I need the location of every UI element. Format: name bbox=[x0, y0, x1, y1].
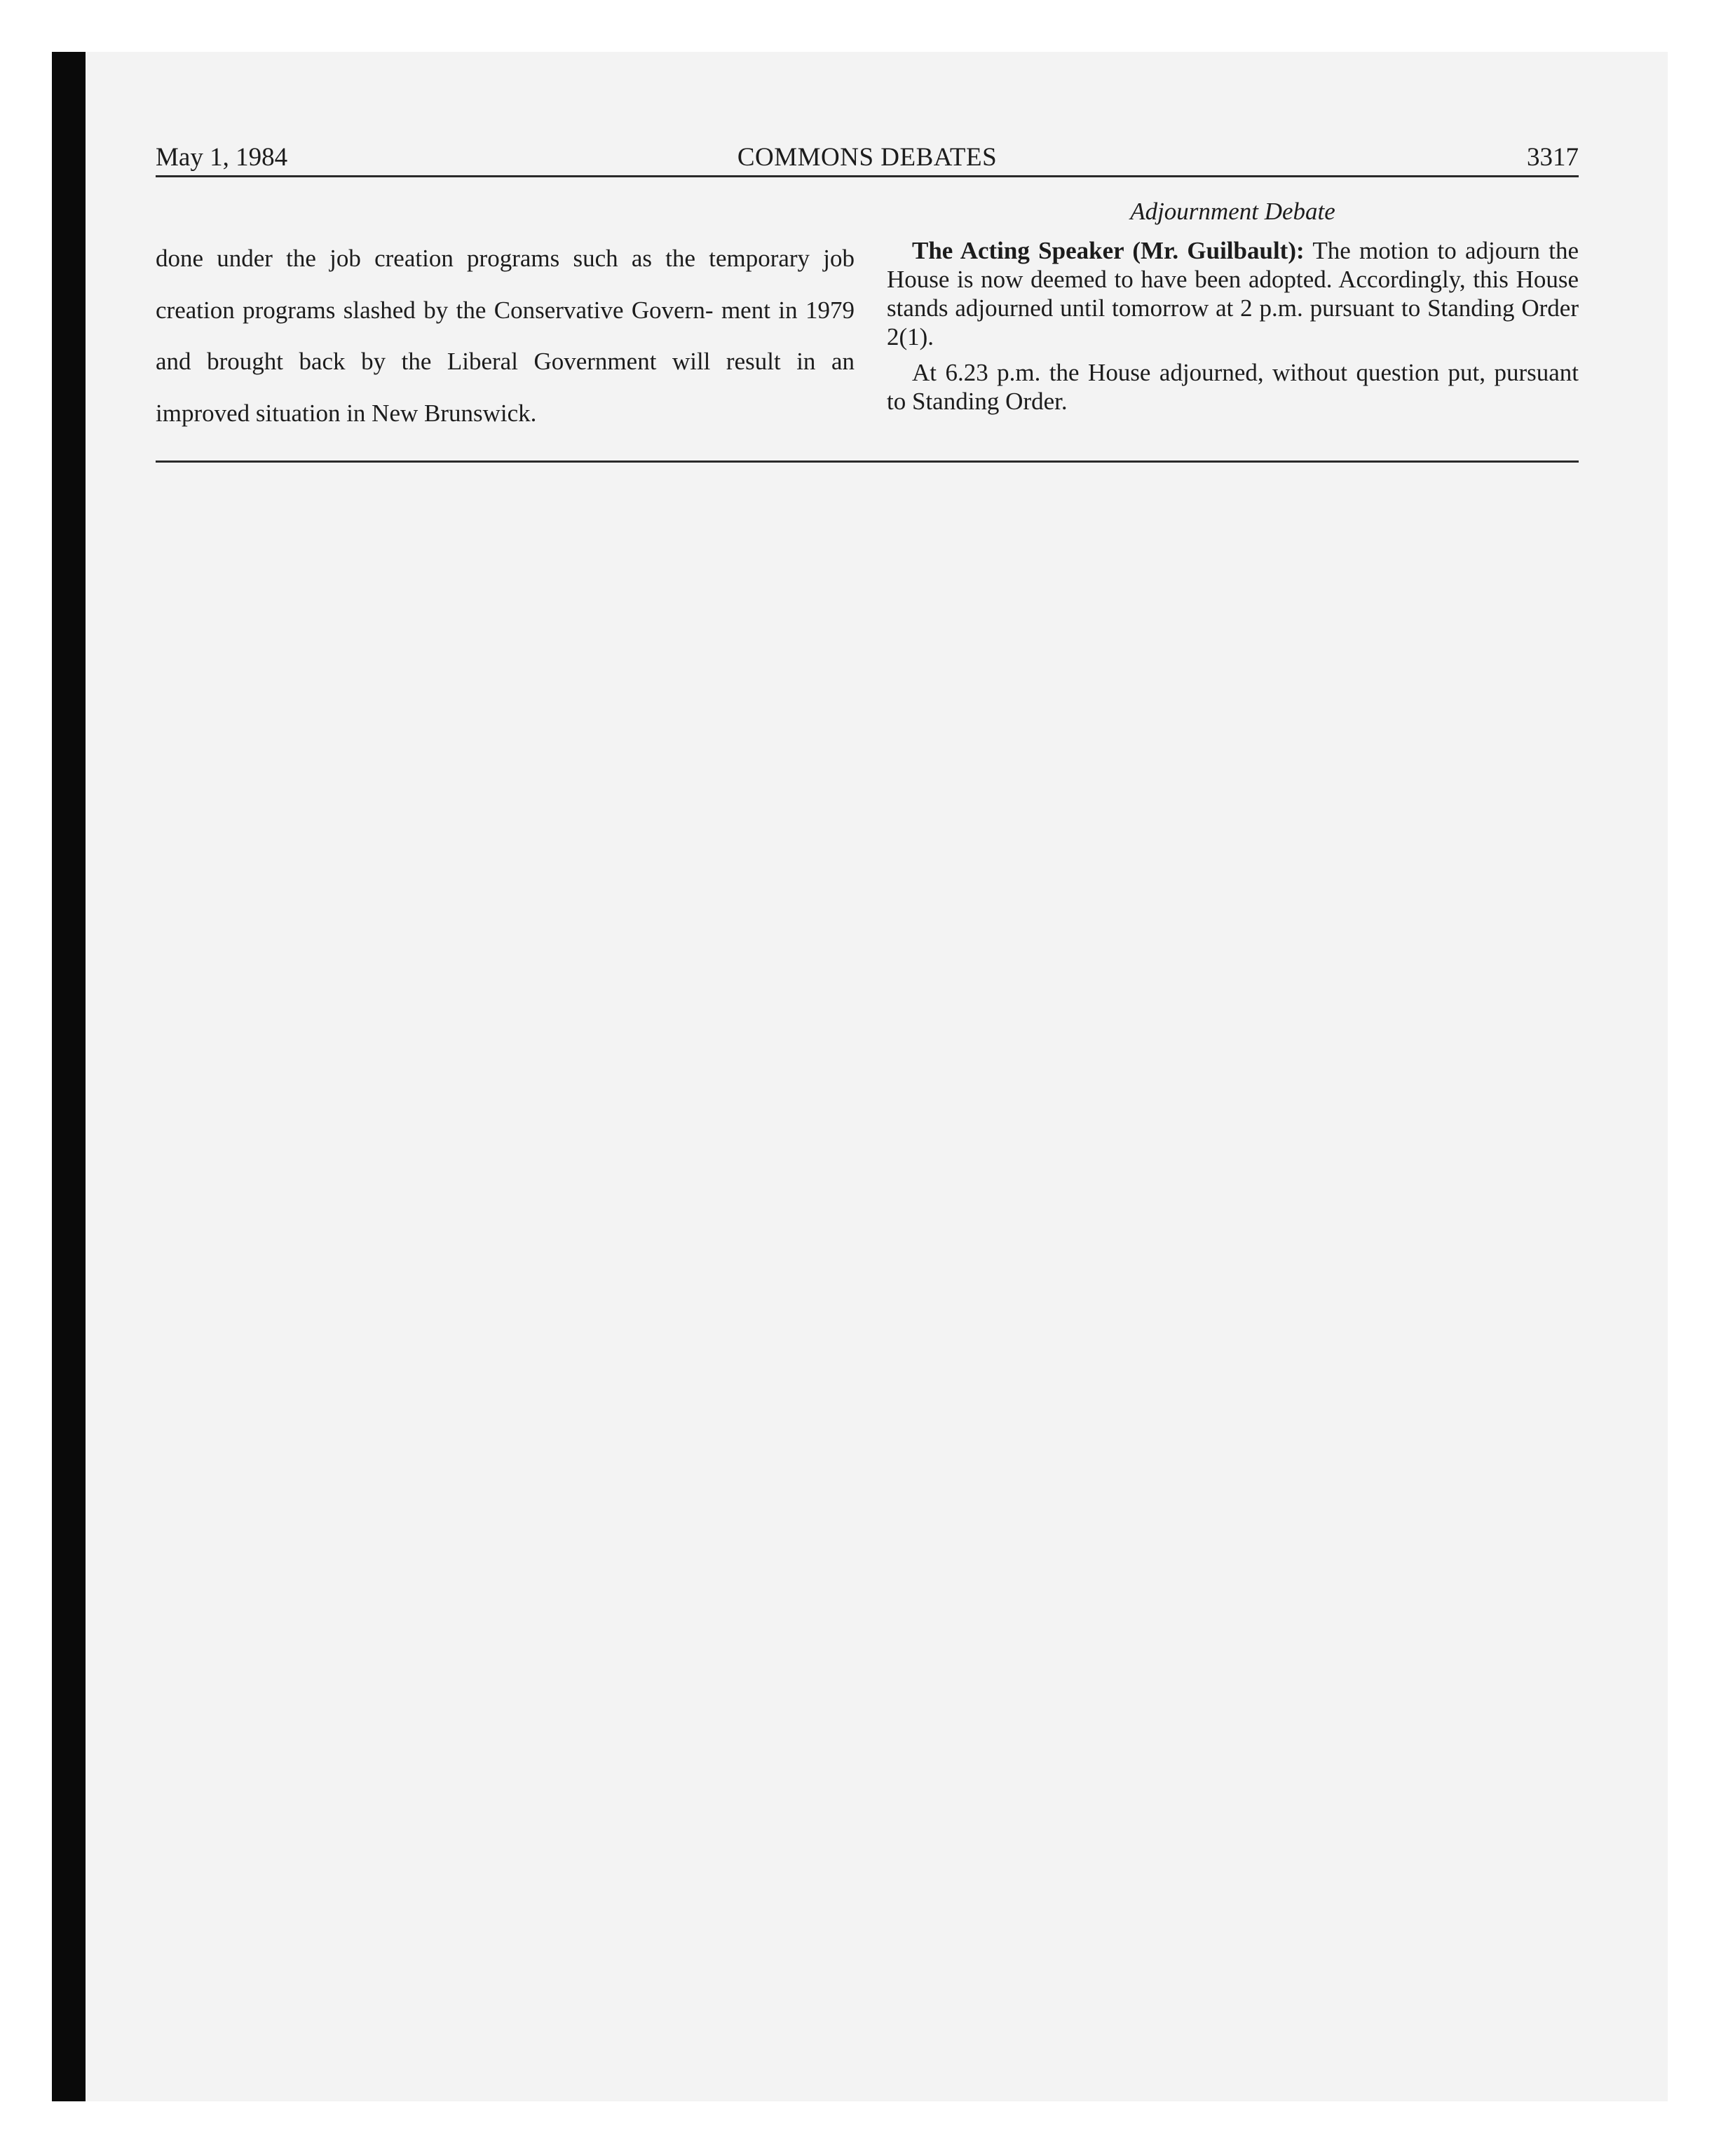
left-column bbox=[156, 233, 855, 439]
header-page-number: 3317 bbox=[1527, 143, 1579, 172]
header-title: COMMONS DEBATES bbox=[737, 143, 998, 172]
left-column-paragraph: done under the job creation programs such as the temporary job creation programs slashed by the Conservative Govern- ment in 1979 and brought back by the Liberal Government will result in an improved situation in New Brunswick. bbox=[156, 245, 855, 427]
speaker-paragraph bbox=[887, 236, 1579, 351]
section-end-rule bbox=[156, 460, 1579, 463]
section-heading: Adjournment Debate bbox=[1130, 198, 1335, 225]
header-date: May 1, 1984 bbox=[156, 143, 288, 172]
speaker-statement: The motion to adjourn the House is now deemed to have been adopted. Accordingly, this House stands adjourned until tomorrow at 2 p.m. pursuant to Standing Order 2(1). bbox=[887, 237, 1579, 350]
header-rule bbox=[156, 175, 1579, 177]
right-column bbox=[887, 194, 1579, 416]
speaker-name: The Acting Speaker (Mr. Guilbault): bbox=[912, 237, 1305, 264]
running-header bbox=[156, 140, 1579, 175]
binding-edge-shadow bbox=[52, 52, 86, 2101]
adjournment-paragraph: At 6.23 p.m. the House adjourned, without question put, pursuant to Standing Order. bbox=[887, 359, 1579, 415]
